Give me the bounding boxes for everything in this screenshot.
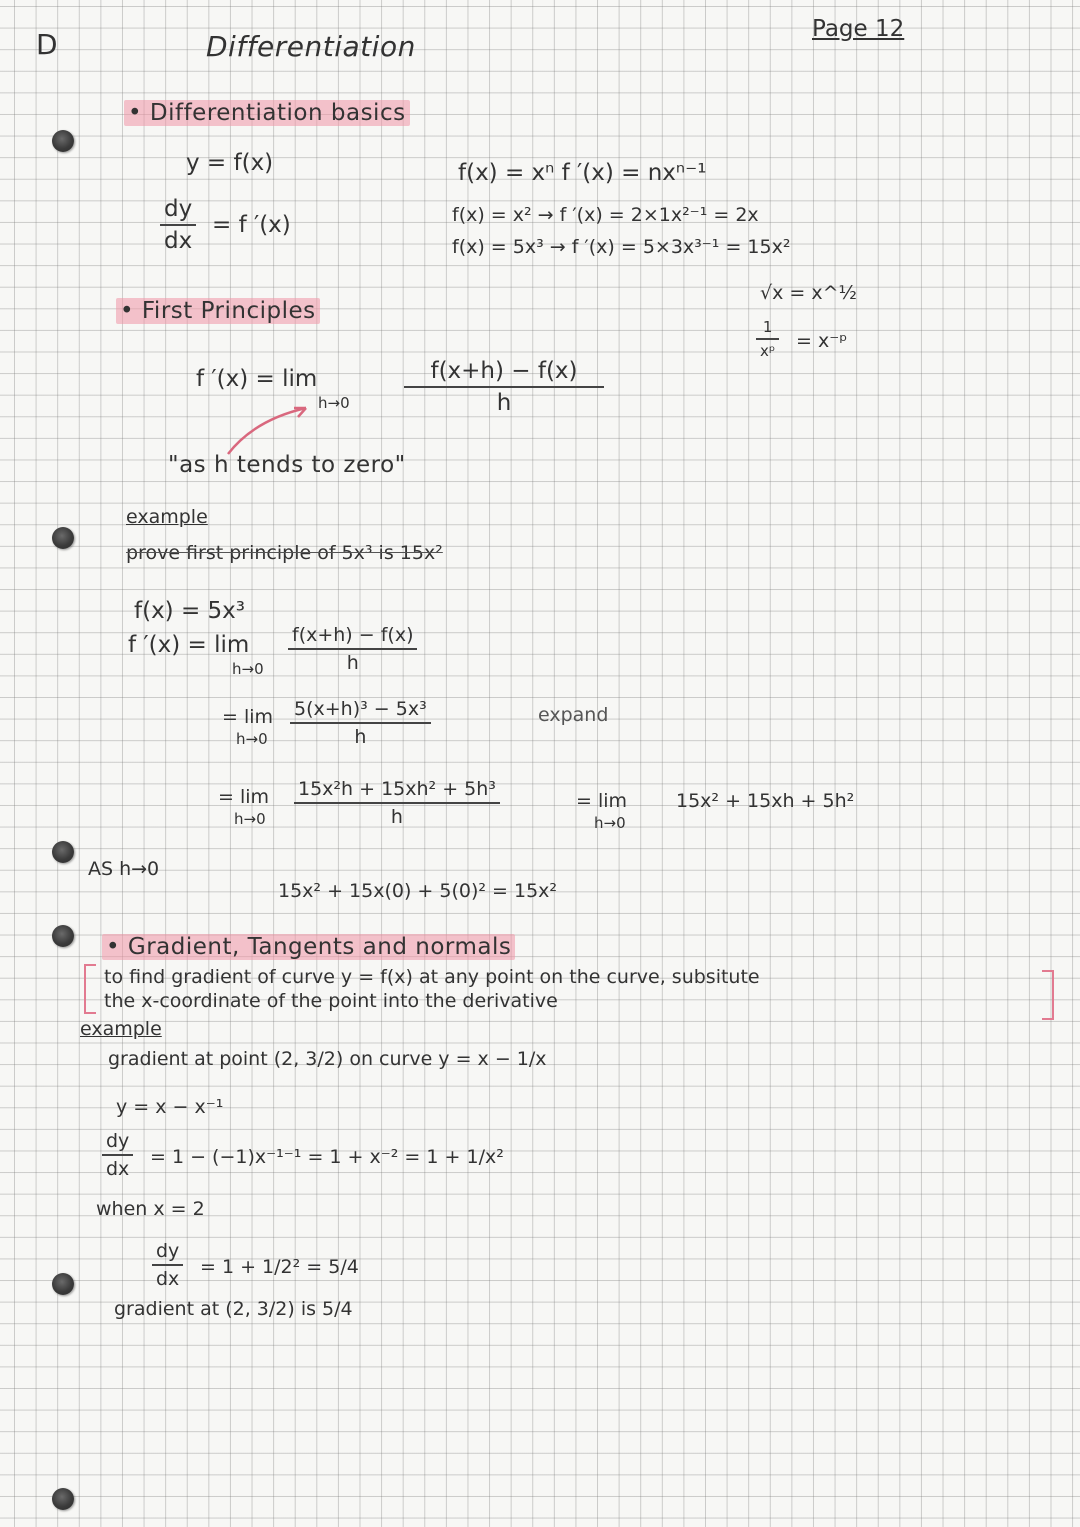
gradient-heading-text: • Gradient, Tangents and normals <box>102 934 515 960</box>
binder-hole-3 <box>52 841 74 863</box>
fraction-bar <box>152 1264 183 1266</box>
example-1-line-3-denominator: h <box>354 726 367 748</box>
example-1-result: 15x² + 15x(0) + 5(0)² = 15x² <box>278 880 558 902</box>
example-2-dy-second: dy <box>156 1240 180 1262</box>
first-principles-denominator: h <box>496 390 512 416</box>
example-1-line-2-lhs: f ′(x) = lim <box>128 632 250 658</box>
example-2-prompt: gradient at point (2, 3/2) on curve y = x − 1/x <box>108 1048 547 1070</box>
page-title: Differentiation <box>206 30 416 63</box>
as-h-tends-to-zero: AS h→0 <box>88 858 160 880</box>
first-principles-heading-text: • First Principles <box>116 298 320 324</box>
example-2-conclusion: gradient at (2, 3/2) is 5/4 <box>114 1298 353 1320</box>
example-1-line-2-numerator: f(x+h) − f(x) <box>292 624 414 646</box>
example-1-label: example <box>126 506 208 528</box>
reciprocal-denominator: xᵖ <box>760 342 776 360</box>
rule-bracket-left <box>84 964 96 1014</box>
fraction-bar <box>288 648 417 650</box>
dy-dx-fraction <box>160 196 196 254</box>
gradient-heading <box>102 934 515 960</box>
first-principles-numerator: f(x+h) − f(x) <box>430 358 578 384</box>
example-1-prompt: prove first principle of 5x³ is 15x² <box>126 542 443 564</box>
example-2-line-1: y = x − x⁻¹ <box>116 1096 224 1118</box>
first-principles-lhs: f ′(x) = lim <box>196 366 318 392</box>
example-2-line-3: = 1 + 1/2² = 5/4 <box>200 1256 359 1278</box>
rule-bracket-right <box>1042 970 1054 1020</box>
basics-heading-text: • Differentiation basics <box>124 100 410 126</box>
example-1-line-3-lhs: = lim <box>222 706 274 728</box>
reciprocal-numerator: 1 <box>762 318 773 336</box>
gradient-rule-line-1: to find gradient of curve y = f(x) at any point on the curve, subsitute <box>104 966 760 988</box>
example-1-line-2-fraction <box>288 624 417 674</box>
example-1-line-3-subscript: h→0 <box>236 730 268 748</box>
corner-letter: D <box>36 28 58 61</box>
example-2-dy-dx-second <box>152 1240 183 1290</box>
fraction-bar <box>160 224 196 226</box>
limit-note: "as h tends to zero" <box>168 452 406 478</box>
fraction-bar <box>756 338 779 340</box>
example-1-line-4-rhs-subscript: h→0 <box>594 814 626 832</box>
binder-hole-2 <box>52 527 74 549</box>
example-1-line-4-rhs: 15x² + 15xh + 5h² <box>676 790 855 812</box>
example-1-line-4-fraction <box>294 778 500 828</box>
expand-note: expand <box>538 704 609 726</box>
basics-heading <box>124 100 410 126</box>
example-1-line-2-denominator: h <box>346 652 359 674</box>
first-principles-heading <box>116 298 320 324</box>
example-2-dy: dy <box>106 1130 130 1152</box>
fraction-bar <box>404 386 604 388</box>
example-2-label: example <box>80 1018 162 1040</box>
power-rule-example-1: f(x) = x² → f ′(x) = 2×1x²⁻¹ = 2x <box>452 204 759 226</box>
example-1-line-4-rhs-lhs: = lim <box>576 790 628 812</box>
example-2-dx-second: dx <box>156 1268 180 1290</box>
power-rule: f(x) = xⁿ f ′(x) = nxⁿ⁻¹ <box>458 160 707 186</box>
gradient-rule-line-2: the x-coordinate of the point into the derivative <box>104 990 558 1012</box>
binder-hole-6 <box>52 1488 74 1510</box>
sqrt-identity: √x = x^½ <box>760 282 857 304</box>
y-equals-f-of-x: y = f(x) <box>186 150 274 176</box>
dy-dx-numerator: dy <box>164 196 193 222</box>
example-1-line-4-numerator: 15x²h + 15xh² + 5h³ <box>298 778 496 800</box>
reciprocal-fraction <box>756 318 779 360</box>
binder-hole-1 <box>52 130 74 152</box>
reciprocal-equals: = x⁻ᵖ <box>796 330 848 352</box>
first-principles-limit-subscript: h→0 <box>318 394 350 412</box>
fraction-bar <box>290 722 431 724</box>
example-2-dy-dx <box>102 1130 133 1180</box>
power-rule-example-2: f(x) = 5x³ → f ′(x) = 5×3x³⁻¹ = 15x² <box>452 236 791 258</box>
example-2-line-2: = 1 − (−1)x⁻¹⁻¹ = 1 + x⁻² = 1 + 1/x² <box>150 1146 504 1168</box>
page-label: Page 12 <box>812 16 905 42</box>
example-1-line-2-subscript: h→0 <box>232 660 264 678</box>
example-2-when: when x = 2 <box>96 1198 205 1220</box>
example-1-line-3-numerator: 5(x+h)³ − 5x³ <box>294 698 427 720</box>
example-1-line-4-lhs: = lim <box>218 786 270 808</box>
binder-hole-4 <box>52 925 74 947</box>
example-1-line-1: f(x) = 5x³ <box>134 598 246 624</box>
fraction-bar <box>102 1154 133 1156</box>
example-1-line-4-denominator: h <box>390 806 403 828</box>
derivative-equals: = f ′(x) <box>212 212 291 238</box>
example-1-line-4-subscript: h→0 <box>234 810 266 828</box>
dy-dx-denominator: dx <box>164 228 193 254</box>
example-1-line-3-fraction <box>290 698 431 748</box>
arrow-icon <box>224 402 314 458</box>
first-principles-fraction <box>404 358 604 416</box>
binder-hole-5 <box>52 1273 74 1295</box>
example-2-dx: dx <box>106 1158 130 1180</box>
fraction-bar <box>294 802 500 804</box>
